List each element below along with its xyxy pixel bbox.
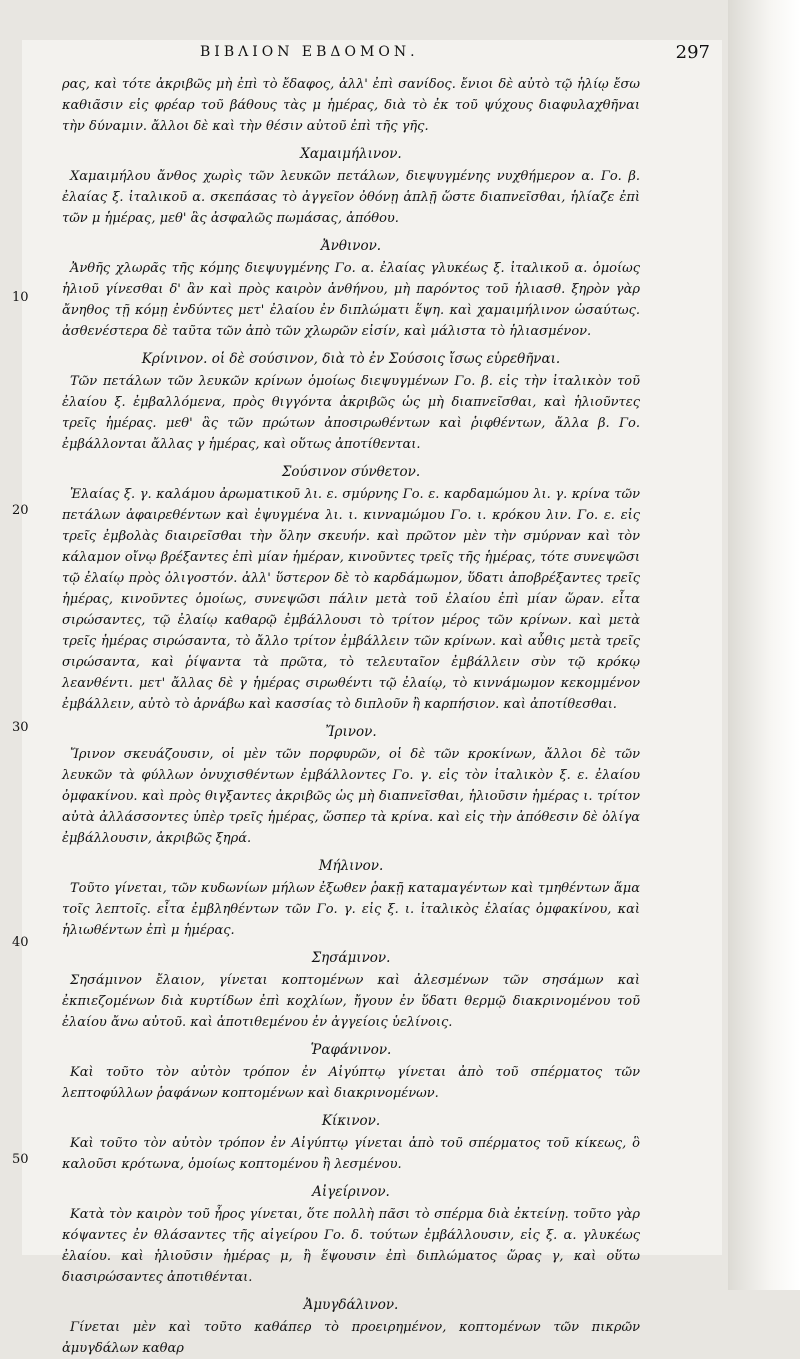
- section-heading-aigeirinon: Αἰγείρινον.: [312, 1184, 390, 1200]
- line-number-50: 50: [12, 1152, 29, 1167]
- section-heading-melinon: Μήλινον.: [318, 858, 384, 874]
- section-6-text: Τοῦτο γίνεται, τῶν κυδωνίων μήλων ἐξωθεν ῥακῇ καταμαγέντων καὶ τμηθέντων ἅμα τοῖς λεπτοῖς. εἶτα ἐμβληθέντων τῶν Γο. γ. εἰς ξ. ι. ἰταλικὸς ἐλαίας ὀμφακίνου, καὶ ἡλιωθέντων ἐπὶ μ ἡμέρας.: [62, 881, 640, 938]
- section-heading-anthinon: Ἀνθινον.: [320, 238, 382, 254]
- section-8-text: Καὶ τοῦτο τὸν αὐτὸν τρόπον ἐν Αἰγύπτῳ γίνεται ἀπὸ τοῦ σπέρματος τῶν λεπτοφύλλων ῥαφάνων κοπτομένων καὶ διακρινομένων.: [62, 1065, 640, 1101]
- running-head: [90, 42, 710, 68]
- section-heading-sousinon: Σούσινον σύνθετον.: [281, 464, 421, 480]
- page-gutter-shadow: [728, 0, 800, 1290]
- section-10-text: Κατὰ τὸν καιρὸν τοῦ ἦρος γίνεται, ὅτε πολλὴ πᾶσι τὸ σπέρμα διὰ ἐκτείνῃ. τοῦτο γὰρ κόψαντες ἐν θλάσαντες τῆς αἰγείρου Γο. δ. τούτων ἐμβάλλουσιν, εἰς ξ. α. γλυκέως ἐλαίου. καὶ ἡλιοῦσιν ἡμέρας μ, ἢ ἕψουσιν ἐπὶ διπλώματος ὥρας γ, καὶ οὕτω διασιρώσαντες ἀποτιθένται.: [62, 1207, 640, 1285]
- section-3-text: Τῶν πετάλων τῶν λευκῶν κρίνων ὁμοίως διεψυγμένων Γο. β. εἰς τὴν ἰταλικὸν τοῦ ἐλαίου ξ. ἐμβαλλόμενα, πρὸς θιγγόντα ἀκριβῶς ὡς μὴ διαπνεῖσθαι, καὶ ἡλιοῦντες τρεῖς ἡμέρας. μεθ' ἃς τῶν πρώτων ἀποσιρωθέντων καὶ ῥιφθέντων, ἄλλα β. Γο. ἐμβάλλονται ἄλλας γ ἡμέρας, καὶ οὕτως ἀποτίθενται.: [62, 374, 640, 452]
- margin-line-numbers: [12, 0, 52, 1290]
- line-number-20: 20: [12, 503, 29, 518]
- section-heading-kikinon: Κίκινον.: [321, 1113, 381, 1129]
- section-4-text: Ἐλαίας ξ. γ. καλάμου ἀρωματικοῦ λι. ε. σμύρνης Γο. ε. καρδαμώμου λι. γ. κρίνα τῶν πετάλων ἀφαιρεθέντων καὶ ἐψυγμένα λι. ι. κινναμώμου Γο. ι. κρόκου λιν. Γο. ε. εἰς τρεῖς ἐμβολὰς διαιρεῖσθαι τὴν ὅλην σκευήν. καὶ πρῶτον μὲν τὴν σμύρναν καὶ τὸν κάλαμον οἴνῳ βρέξαντες ἐπὶ μίαν ἡμέραν, κινοῦντες τρεῖς τῆς ἡμέρας, τότε συνεψῶσι τῷ ἐλαίῳ πρὸς ὀλιγοστόν. ἀλλ' ὕστερον δὲ τὸ καρδάμωμον, ὕδατι ἀποβρέξαντες τρεῖς ἡμέρας, κινοῦντες ὁμοίως, συνεψῶσι πάλιν μετὰ τοῦ ἐλαίου ἐπὶ μίαν ὥραν. εἶτα σιρώσαντες, τῷ ἐλαίῳ καθαρῷ ἐμβάλλουσι τὸ τρίτον μέρος τῶν κρίνων. καὶ μετὰ τρεῖς ἡμέρας σιρώσαντα, τὸ ἄλλο τρίτον ἐμβάλλειν τῶν κρίνων. καὶ αὖθις μετὰ τρεῖς σιρώσαντα, καὶ ῥίψαντα τὰ πρῶτα, τὸ τελευταῖον ἐμβάλλειν σὺν τῷ κρόκῳ λεανθέντι. μετ' ἄλλας δὲ γ ἡμέρας σιρωθέντι τῷ ἐλαίῳ, τὸ κιννάμωμον κεκομμένον ἐμβάλλειν, αὐτὸ τὸ ἀρνάβω καὶ κασσίας τὸ διπλοῦν ἢ καρπήσιον. καὶ ἀποτίθεσθαι.: [62, 487, 640, 712]
- section-5-text: Ἴρινον σκευάζουσιν, οἱ μὲν τῶν πορφυρῶν, οἱ δὲ τῶν κροκίνων, ἄλλοι δὲ τῶν λευκῶν τὰ φύλλων ὀνυχισθέντων ἐμβάλλοντες Γο. γ. εἰς τὸν ἰταλικὸν ξ. ε. ἐλαίου ὀμφακίνου. καὶ πρὸς θιγξαντες ἀκριβῶς ὡς μὴ διαπνεῖσθαι, ἡλιοῦσιν ἡμέρας ι. τρίτον αὐτὰ ἀλλάσσοντες ὑπὲρ τρεῖς ἡμέρας, ὥσπερ τὰ κρίνα. καὶ εἰς τὴν ἀπόθεσιν δὲ ὀλίγα ἐμβάλλουσιν, ἀκριβῶς ξηρά.: [62, 747, 640, 846]
- section-2-text: Ἀνθῆς χλωρᾶς τῆς κόμης διεψυγμένης Γο. α. ἐλαίας γλυκέως ξ. ἰταλικοῦ α. ὁμοίως ἡλιοῦ γίνεσθαι δ' ἂν καὶ πρὸς καιρὸν ἀνθήνου, μὴ παρόντος τοῦ ἡλιασθ. ξηρὸν γὰρ ἄνηθος τῇ κόμῃ ἐνδύντες μετ' ἐλαίου ἐν διπλώματι ἕψη. καὶ χαμαιμήλινον ὡσαύτως. ἀσθενέστερα δὲ ταῦτα τῶν ἀπὸ τῶν χλωρῶν εἰσίν, καὶ μάλιστα τὸ ἡλιασμένον.: [62, 261, 640, 339]
- section-heading-amygdalinon: Ἀμυγδάλινον.: [303, 1297, 399, 1313]
- section-9-text: Καὶ τοῦτο τὸν αὐτὸν τρόπον ἐν Αἰγύπτῳ γίνεται ἀπὸ τοῦ σπέρματος τοῦ κίκεως, ὃ καλοῦσι κρότωνα, ὁμοίως κοπτομένου ἢ λεσμένου.: [62, 1136, 640, 1172]
- running-title: ΒΙΒΛΙΟΝ ΕΒΔΟΜΟΝ.: [200, 44, 419, 60]
- main-text: [62, 74, 640, 1359]
- line-number-40: 40: [12, 935, 29, 950]
- page-number: 297: [675, 42, 710, 63]
- section-heading-irinon: Ἴρινον.: [325, 724, 377, 740]
- section-heading-raphaninon: Ῥαφάνινον.: [310, 1042, 392, 1058]
- section-11-text: Γίνεται μὲν καὶ τοῦτο καθάπερ τὸ προειρημένον, κοπτομένων τῶν πικρῶν ἀμυγδάλων καθαρ: [62, 1320, 640, 1356]
- section-heading-chamaimelinon: Χαμαιμήλινον.: [300, 146, 402, 162]
- section-7-text: Σησάμινον ἔλαιον, γίνεται κοπτομένων καὶ ἀλεσμένων τῶν σησάμων καὶ ἐκπιεζομένων διὰ κυρτίδων ἐπὶ κοχλίων, ἤγουν ἐν ὕδατι θερμῷ διακρινομένου τοῦ ἐλαίου ἄνω αὐτοῦ. καὶ ἀποτιθεμένου ἐν ἀγγείοις ὑελίνοις.: [62, 973, 640, 1030]
- section-1-text: Χαμαιμήλου ἄνθος χωρὶς τῶν λευκῶν πετάλων, διεψυγμένης νυχθήμερον α. Γο. β. ἐλαίας ξ. ἰταλικοῦ α. σκεπάσας τὸ ἀγγεῖον ὀθόνῃ ἁπλῇ ὥστε διαπνεῖσθαι, ἡλίαζε ἐπὶ τῶν μ ἡμέρας, μεθ' ἃς ἀσφαλῶς πωμάσας, ἀπόθου.: [62, 169, 640, 226]
- section-heading-sesaminon: Σησάμινον.: [311, 950, 391, 966]
- section-heading-krinion: Κρίνινον. οἱ δὲ σούσινον, διὰ τὸ ἐν Σούσοις ἴσως εὑρεθῆναι.: [141, 351, 561, 367]
- line-number-30: 30: [12, 720, 29, 735]
- section-0-text: ρας, καὶ τότε ἀκριβῶς μὴ ἐπὶ τὸ ἔδαφος, ἀλλ' ἐπὶ σανίδος. ἔνιοι δὲ αὐτὸ τῷ ἡλίῳ ἔσω καθιᾶσιν εἰς φρέαρ τοῦ βάθους τὰς μ ἡμέρας, διὰ τὸ ἐκ τοῦ ψύχους διαφυλαχθῆναι τὴν δύναμιν. ἄλλοι δὲ καὶ τὴν θέσιν αὐτοῦ ἐπὶ τῆς γῆς.: [62, 77, 640, 134]
- line-number-10: 10: [12, 290, 29, 305]
